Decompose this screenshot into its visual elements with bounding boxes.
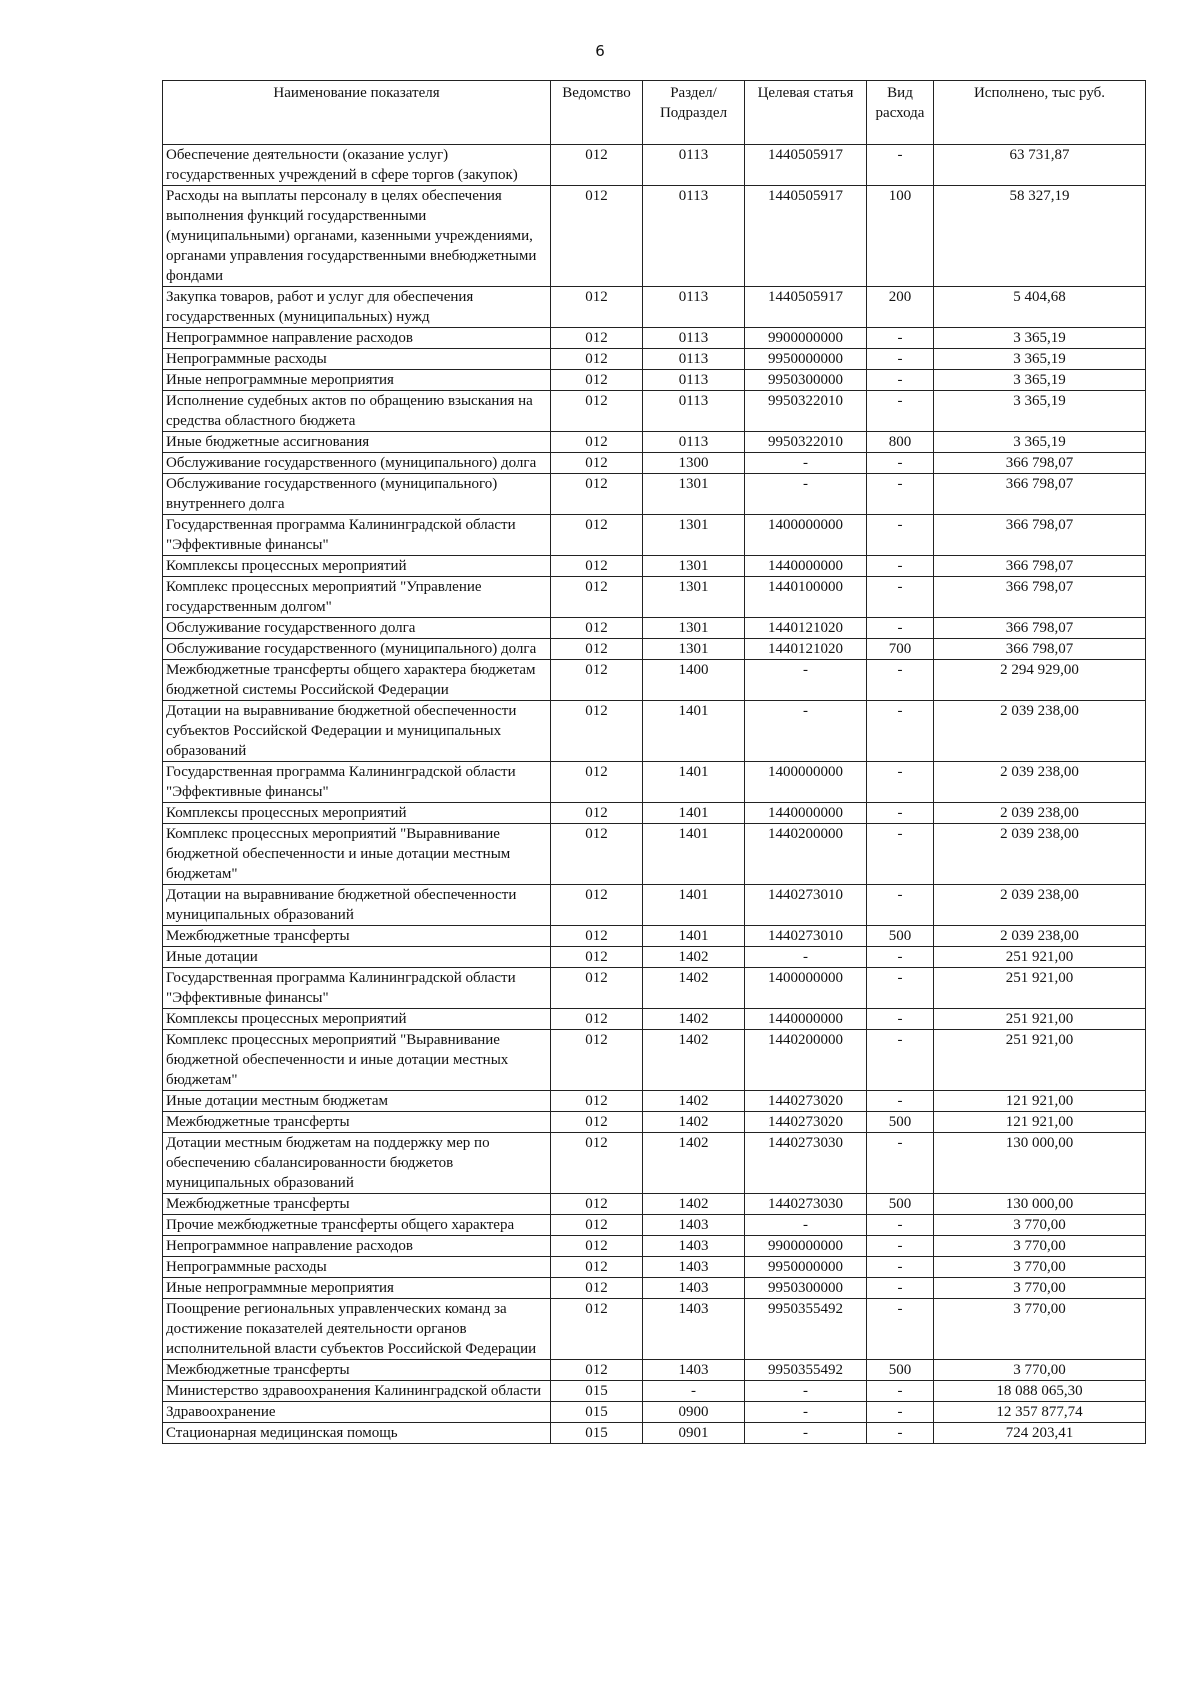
cell-amount: 251 921,00 (934, 947, 1146, 968)
cell-name: Комплекс процессных мероприятий "Управление государственным долгом" (163, 577, 551, 618)
cell-expense-kind: - (867, 328, 934, 349)
cell-expense-kind: - (867, 1381, 934, 1402)
table-row (163, 1215, 1146, 1236)
cell-name: Обеспечение деятельности (оказание услуг) государственных учреждений в сфере торгов (закупок) (163, 145, 551, 186)
cell-name: Комплексы процессных мероприятий (163, 803, 551, 824)
cell-target-article: 1440273010 (745, 885, 867, 926)
budget-execution-table (162, 80, 1146, 1444)
cell-department: 012 (551, 287, 643, 328)
table-row (163, 968, 1146, 1009)
cell-target-article: 1440273020 (745, 1112, 867, 1133)
cell-expense-kind: - (867, 1402, 934, 1423)
cell-expense-kind: - (867, 618, 934, 639)
cell-amount: 3 365,19 (934, 391, 1146, 432)
cell-name: Дотации на выравнивание бюджетной обеспеченности муниципальных образований (163, 885, 551, 926)
cell-amount: 366 798,07 (934, 618, 1146, 639)
header-amount: Исполнено, тыс руб. (934, 81, 1146, 145)
cell-section: 1402 (643, 1112, 745, 1133)
cell-expense-kind: - (867, 474, 934, 515)
cell-expense-kind: - (867, 1091, 934, 1112)
table-row (163, 618, 1146, 639)
cell-expense-kind: 200 (867, 287, 934, 328)
cell-amount: 366 798,07 (934, 639, 1146, 660)
cell-department: 012 (551, 701, 643, 762)
cell-expense-kind: 500 (867, 1360, 934, 1381)
cell-amount: 251 921,00 (934, 1030, 1146, 1091)
cell-department: 015 (551, 1402, 643, 1423)
cell-department: 012 (551, 1009, 643, 1030)
cell-expense-kind: - (867, 391, 934, 432)
table-row (163, 885, 1146, 926)
cell-amount: 2 039 238,00 (934, 762, 1146, 803)
cell-department: 012 (551, 968, 643, 1009)
cell-section: 1301 (643, 639, 745, 660)
cell-target-article: 9950300000 (745, 1278, 867, 1299)
table-row (163, 1257, 1146, 1278)
cell-target-article: 1440121020 (745, 618, 867, 639)
cell-amount: 58 327,19 (934, 186, 1146, 287)
cell-amount: 2 039 238,00 (934, 701, 1146, 762)
cell-department: 012 (551, 947, 643, 968)
cell-name: Комплекс процессных мероприятий "Выравнивание бюджетной обеспеченности и иные дотации местным бюджетам" (163, 824, 551, 885)
table-row (163, 701, 1146, 762)
cell-name: Комплекс процессных мероприятий "Выравнивание бюджетной обеспеченности и иные дотации местных бюджетам" (163, 1030, 551, 1091)
cell-target-article: 9950300000 (745, 370, 867, 391)
cell-amount: 3 365,19 (934, 370, 1146, 391)
cell-target-article: 1440000000 (745, 1009, 867, 1030)
cell-section: 0901 (643, 1423, 745, 1444)
table-row (163, 1091, 1146, 1112)
cell-amount: 3 770,00 (934, 1360, 1146, 1381)
cell-amount: 18 088 065,30 (934, 1381, 1146, 1402)
cell-expense-kind: - (867, 1299, 934, 1360)
cell-expense-kind: 700 (867, 639, 934, 660)
cell-expense-kind: - (867, 762, 934, 803)
cell-name: Иные непрограммные мероприятия (163, 1278, 551, 1299)
table-row (163, 1360, 1146, 1381)
cell-department: 012 (551, 1236, 643, 1257)
cell-amount: 366 798,07 (934, 577, 1146, 618)
cell-expense-kind: - (867, 370, 934, 391)
cell-department: 012 (551, 328, 643, 349)
cell-section: 1401 (643, 701, 745, 762)
table-row (163, 370, 1146, 391)
header-expense-kind: Вид расхода (867, 81, 934, 145)
cell-department: 012 (551, 474, 643, 515)
cell-target-article: 1400000000 (745, 762, 867, 803)
cell-name: Дотации на выравнивание бюджетной обеспеченности субъектов Российской Федерации и муниципальных образований (163, 701, 551, 762)
cell-expense-kind: - (867, 701, 934, 762)
cell-expense-kind: - (867, 1423, 934, 1444)
cell-department: 012 (551, 1360, 643, 1381)
table-row (163, 186, 1146, 287)
cell-amount: 366 798,07 (934, 515, 1146, 556)
header-name: Наименование показателя (163, 81, 551, 145)
cell-amount: 2 039 238,00 (934, 885, 1146, 926)
cell-department: 012 (551, 618, 643, 639)
cell-department: 012 (551, 824, 643, 885)
cell-amount: 2 039 238,00 (934, 803, 1146, 824)
cell-department: 012 (551, 660, 643, 701)
cell-name: Исполнение судебных актов по обращению взыскания на средства областного бюджета (163, 391, 551, 432)
cell-target-article: 1440200000 (745, 824, 867, 885)
cell-section: 1402 (643, 1091, 745, 1112)
cell-target-article: 1440121020 (745, 639, 867, 660)
table-row (163, 947, 1146, 968)
cell-amount: 2 294 929,00 (934, 660, 1146, 701)
cell-target-article: 1440000000 (745, 803, 867, 824)
cell-amount: 2 039 238,00 (934, 926, 1146, 947)
cell-target-article: - (745, 1402, 867, 1423)
cell-amount: 130 000,00 (934, 1194, 1146, 1215)
cell-target-article: 1440505917 (745, 287, 867, 328)
cell-section: 0113 (643, 391, 745, 432)
cell-amount: 3 365,19 (934, 432, 1146, 453)
cell-amount: 121 921,00 (934, 1091, 1146, 1112)
cell-section: 1301 (643, 556, 745, 577)
table-row (163, 1423, 1146, 1444)
cell-amount: 130 000,00 (934, 1133, 1146, 1194)
cell-target-article: 1440273030 (745, 1194, 867, 1215)
cell-section: 1402 (643, 1194, 745, 1215)
table-row (163, 287, 1146, 328)
table-row (163, 824, 1146, 885)
cell-target-article: 9950000000 (745, 349, 867, 370)
cell-section: 1401 (643, 803, 745, 824)
cell-department: 012 (551, 1030, 643, 1091)
cell-expense-kind: - (867, 947, 934, 968)
table-row (163, 1112, 1146, 1133)
cell-expense-kind: - (867, 660, 934, 701)
cell-department: 012 (551, 1091, 643, 1112)
cell-name: Обслуживание государственного (муниципального) долга (163, 639, 551, 660)
cell-department: 012 (551, 1278, 643, 1299)
cell-department: 012 (551, 432, 643, 453)
cell-name: Непрограммное направление расходов (163, 1236, 551, 1257)
cell-amount: 724 203,41 (934, 1423, 1146, 1444)
cell-department: 012 (551, 577, 643, 618)
cell-target-article: 9900000000 (745, 328, 867, 349)
cell-expense-kind: 500 (867, 1194, 934, 1215)
cell-expense-kind: - (867, 145, 934, 186)
cell-amount: 3 770,00 (934, 1299, 1146, 1360)
cell-section: 1402 (643, 968, 745, 1009)
cell-target-article: - (745, 947, 867, 968)
cell-expense-kind: - (867, 803, 934, 824)
cell-department: 012 (551, 145, 643, 186)
cell-target-article: 9950000000 (745, 1257, 867, 1278)
page-number: 6 (595, 42, 605, 60)
cell-name: Межбюджетные трансферты (163, 1112, 551, 1133)
cell-target-article: 9950322010 (745, 432, 867, 453)
cell-target-article: 1440273010 (745, 926, 867, 947)
cell-expense-kind: - (867, 824, 934, 885)
cell-name: Министерство здравоохранения Калининградской области (163, 1381, 551, 1402)
cell-name: Обслуживание государственного (муниципального) внутреннего долга (163, 474, 551, 515)
table-row (163, 1381, 1146, 1402)
cell-name: Межбюджетные трансферты общего характера бюджетам бюджетной системы Российской Федерации (163, 660, 551, 701)
cell-target-article: - (745, 1381, 867, 1402)
cell-section: 0113 (643, 349, 745, 370)
table-row (163, 556, 1146, 577)
cell-department: 012 (551, 926, 643, 947)
cell-department: 012 (551, 803, 643, 824)
cell-expense-kind: - (867, 349, 934, 370)
cell-target-article: 1440505917 (745, 186, 867, 287)
cell-department: 012 (551, 885, 643, 926)
cell-name: Комплексы процессных мероприятий (163, 1009, 551, 1030)
cell-name: Межбюджетные трансферты (163, 1360, 551, 1381)
cell-name: Непрограммные расходы (163, 1257, 551, 1278)
cell-amount: 366 798,07 (934, 453, 1146, 474)
table-row (163, 1030, 1146, 1091)
cell-section: 1301 (643, 577, 745, 618)
cell-amount: 121 921,00 (934, 1112, 1146, 1133)
cell-section: 0113 (643, 328, 745, 349)
cell-section: 1401 (643, 824, 745, 885)
cell-section: 1403 (643, 1215, 745, 1236)
cell-expense-kind: - (867, 1257, 934, 1278)
cell-department: 012 (551, 186, 643, 287)
cell-target-article: 1440100000 (745, 577, 867, 618)
cell-expense-kind: - (867, 556, 934, 577)
cell-name: Государственная программа Калининградской области "Эффективные финансы" (163, 515, 551, 556)
cell-expense-kind: 500 (867, 1112, 934, 1133)
cell-name: Межбюджетные трансферты (163, 1194, 551, 1215)
cell-name: Комплексы процессных мероприятий (163, 556, 551, 577)
cell-expense-kind: - (867, 515, 934, 556)
cell-department: 015 (551, 1381, 643, 1402)
cell-name: Здравоохранение (163, 1402, 551, 1423)
cell-amount: 3 365,19 (934, 349, 1146, 370)
cell-target-article: 1440273020 (745, 1091, 867, 1112)
cell-target-article: 1400000000 (745, 515, 867, 556)
cell-target-article: - (745, 474, 867, 515)
cell-section: 1401 (643, 926, 745, 947)
cell-target-article: 9950355492 (745, 1299, 867, 1360)
table-row (163, 1009, 1146, 1030)
cell-section: 0900 (643, 1402, 745, 1423)
cell-target-article: 1400000000 (745, 968, 867, 1009)
cell-section: 0113 (643, 432, 745, 453)
cell-department: 012 (551, 349, 643, 370)
cell-name: Непрограммные расходы (163, 349, 551, 370)
cell-department: 015 (551, 1423, 643, 1444)
table-row (163, 1278, 1146, 1299)
cell-department: 012 (551, 515, 643, 556)
cell-amount: 366 798,07 (934, 474, 1146, 515)
cell-target-article: - (745, 453, 867, 474)
header-target-article: Целевая статья (745, 81, 867, 145)
cell-target-article: 9950322010 (745, 391, 867, 432)
cell-name: Закупка товаров, работ и услуг для обеспечения государственных (муниципальных) нужд (163, 287, 551, 328)
cell-name: Государственная программа Калининградской области "Эффективные финансы" (163, 762, 551, 803)
header-department: Ведомство (551, 81, 643, 145)
cell-expense-kind: - (867, 1215, 934, 1236)
cell-amount: 12 357 877,74 (934, 1402, 1146, 1423)
table-row (163, 1133, 1146, 1194)
cell-amount: 5 404,68 (934, 287, 1146, 328)
table-row (163, 660, 1146, 701)
cell-department: 012 (551, 1299, 643, 1360)
cell-name: Иные дотации местным бюджетам (163, 1091, 551, 1112)
cell-section: 0113 (643, 370, 745, 391)
cell-expense-kind: - (867, 577, 934, 618)
cell-amount: 3 365,19 (934, 328, 1146, 349)
cell-target-article: 9900000000 (745, 1236, 867, 1257)
cell-amount: 3 770,00 (934, 1278, 1146, 1299)
cell-name: Расходы на выплаты персоналу в целях обеспечения выполнения функций государственными (муниципальными) органами, казенными учреждениями, органами управления государственными внебюджетными фондами (163, 186, 551, 287)
cell-section: 1402 (643, 1030, 745, 1091)
table-row (163, 453, 1146, 474)
cell-section: - (643, 1381, 745, 1402)
cell-section: 1402 (643, 1133, 745, 1194)
cell-section: 1402 (643, 1009, 745, 1030)
table-row (163, 391, 1146, 432)
cell-name: Прочие межбюджетные трансферты общего характера (163, 1215, 551, 1236)
cell-name: Иные бюджетные ассигнования (163, 432, 551, 453)
cell-expense-kind: - (867, 1009, 934, 1030)
cell-name: Обслуживание государственного (муниципального) долга (163, 453, 551, 474)
cell-department: 012 (551, 453, 643, 474)
cell-expense-kind: - (867, 1236, 934, 1257)
cell-name: Государственная программа Калининградской области "Эффективные финансы" (163, 968, 551, 1009)
table-body (163, 145, 1146, 1444)
cell-section: 1403 (643, 1360, 745, 1381)
cell-department: 012 (551, 1194, 643, 1215)
cell-amount: 366 798,07 (934, 556, 1146, 577)
cell-expense-kind: 100 (867, 186, 934, 287)
cell-department: 012 (551, 1215, 643, 1236)
cell-target-article: 1440505917 (745, 145, 867, 186)
cell-department: 012 (551, 762, 643, 803)
cell-section: 1403 (643, 1278, 745, 1299)
cell-amount: 3 770,00 (934, 1257, 1146, 1278)
header-row (163, 81, 1146, 145)
cell-expense-kind: - (867, 885, 934, 926)
cell-expense-kind: - (867, 1030, 934, 1091)
cell-section: 1403 (643, 1236, 745, 1257)
cell-expense-kind: 800 (867, 432, 934, 453)
table-row (163, 762, 1146, 803)
table-row (163, 474, 1146, 515)
cell-name: Стационарная медицинская помощь (163, 1423, 551, 1444)
cell-section: 0113 (643, 145, 745, 186)
cell-section: 1403 (643, 1299, 745, 1360)
cell-amount: 3 770,00 (934, 1236, 1146, 1257)
cell-target-article: - (745, 660, 867, 701)
cell-amount: 63 731,87 (934, 145, 1146, 186)
table-row (163, 432, 1146, 453)
table-row (163, 1299, 1146, 1360)
cell-department: 012 (551, 1257, 643, 1278)
cell-target-article: - (745, 701, 867, 762)
table-row (163, 349, 1146, 370)
table-row (163, 515, 1146, 556)
table-row (163, 926, 1146, 947)
cell-target-article: - (745, 1215, 867, 1236)
table-row (163, 1402, 1146, 1423)
table-row (163, 145, 1146, 186)
cell-target-article: 1440000000 (745, 556, 867, 577)
cell-expense-kind: - (867, 453, 934, 474)
cell-department: 012 (551, 639, 643, 660)
cell-target-article: - (745, 1423, 867, 1444)
cell-expense-kind: - (867, 1133, 934, 1194)
cell-department: 012 (551, 556, 643, 577)
cell-expense-kind: - (867, 1278, 934, 1299)
cell-name: Иные непрограммные мероприятия (163, 370, 551, 391)
cell-name: Непрограммное направление расходов (163, 328, 551, 349)
cell-name: Иные дотации (163, 947, 551, 968)
cell-target-article: 9950355492 (745, 1360, 867, 1381)
cell-amount: 251 921,00 (934, 968, 1146, 1009)
table-row (163, 328, 1146, 349)
cell-section: 1403 (643, 1257, 745, 1278)
table-row (163, 1236, 1146, 1257)
cell-department: 012 (551, 370, 643, 391)
cell-section: 1400 (643, 660, 745, 701)
cell-section: 1402 (643, 947, 745, 968)
table-row (163, 639, 1146, 660)
cell-section: 1401 (643, 762, 745, 803)
cell-amount: 2 039 238,00 (934, 824, 1146, 885)
header-section: Раздел/ Подраздел (643, 81, 745, 145)
cell-name: Межбюджетные трансферты (163, 926, 551, 947)
cell-name: Дотации местным бюджетам на поддержку мер по обеспечению сбалансированности бюджетов муниципальных образований (163, 1133, 551, 1194)
cell-department: 012 (551, 391, 643, 432)
cell-section: 0113 (643, 186, 745, 287)
cell-name: Обслуживание государственного долга (163, 618, 551, 639)
cell-target-article: 1440200000 (745, 1030, 867, 1091)
cell-name: Поощрение региональных управленческих команд за достижение показателей деятельности органов исполнительной власти субъектов Российской Федерации (163, 1299, 551, 1360)
cell-section: 1300 (643, 453, 745, 474)
cell-section: 1301 (643, 618, 745, 639)
cell-department: 012 (551, 1112, 643, 1133)
cell-amount: 3 770,00 (934, 1215, 1146, 1236)
table-row (163, 1194, 1146, 1215)
table-row (163, 803, 1146, 824)
cell-amount: 251 921,00 (934, 1009, 1146, 1030)
cell-section: 1401 (643, 885, 745, 926)
cell-expense-kind: - (867, 968, 934, 1009)
cell-section: 0113 (643, 287, 745, 328)
cell-section: 1301 (643, 474, 745, 515)
cell-section: 1301 (643, 515, 745, 556)
table-header (163, 81, 1146, 145)
cell-target-article: 1440273030 (745, 1133, 867, 1194)
table-row (163, 577, 1146, 618)
cell-expense-kind: 500 (867, 926, 934, 947)
cell-department: 012 (551, 1133, 643, 1194)
